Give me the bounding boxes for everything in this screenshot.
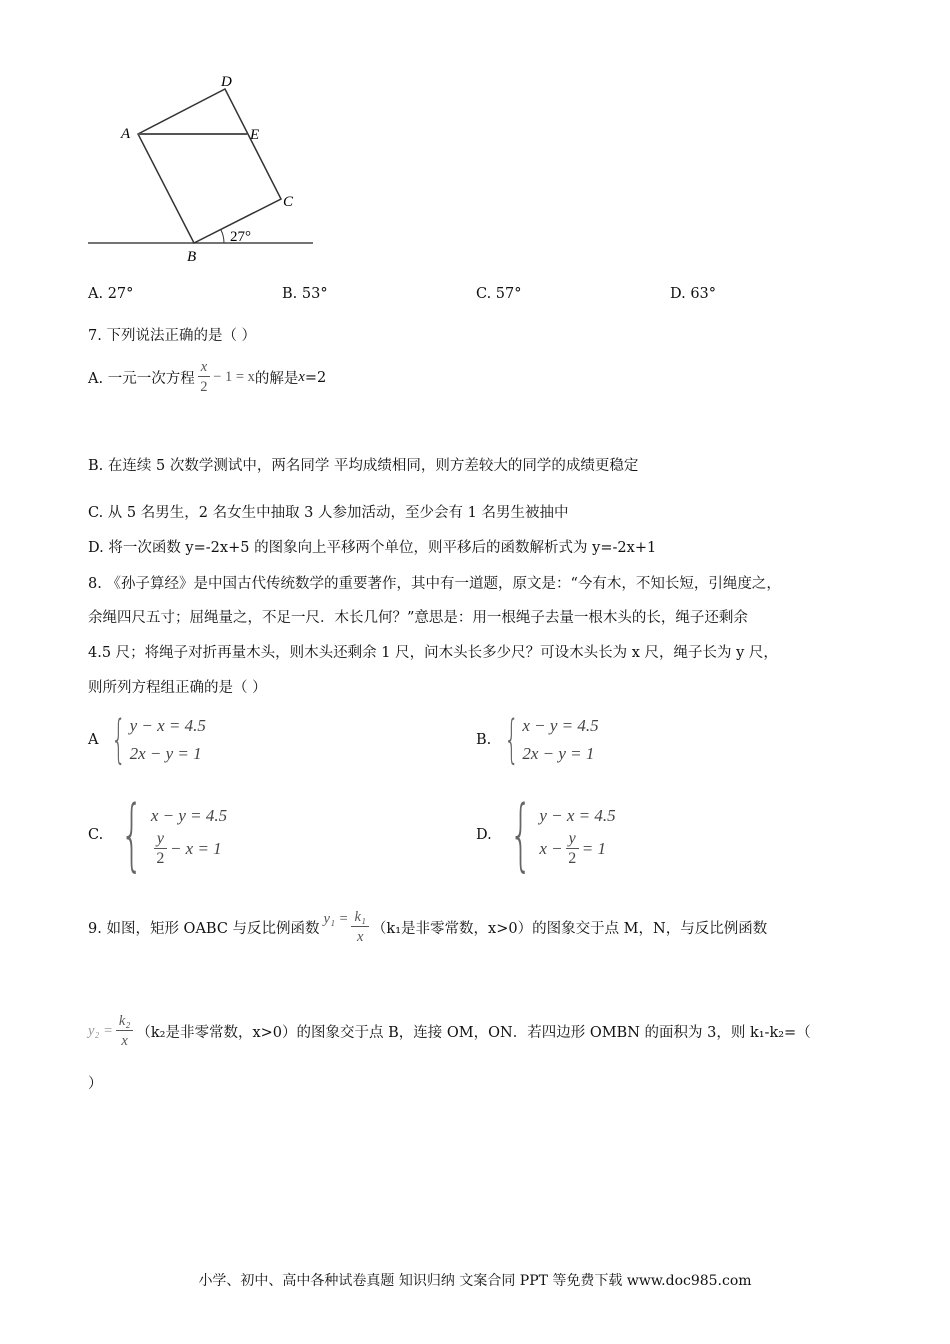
q9-text: （k₁是非零常数，x>0）的图象交于点 M，N，与反比例函数 [371, 921, 768, 937]
q7-option-b: B. 在连续 5 次数学测试中，两名同学 平均成绩相同，则方差较大的同学的成绩更稳定 [88, 458, 639, 474]
angle-label: 27° [230, 229, 251, 245]
denominator: 2 [200, 379, 208, 395]
label-c: C [283, 194, 294, 210]
brace: { [504, 710, 520, 770]
equation: 2x − y = 1 [129, 744, 202, 763]
brace: { [120, 790, 144, 880]
equation: y − x = 4.5 [539, 805, 616, 825]
equation: = 1 [581, 839, 606, 858]
q7-a-value: =2 [304, 369, 327, 386]
q9-line-1 [88, 908, 767, 947]
q8-option-b [476, 712, 599, 768]
q8-line: 8. 《孙子算经》是中国古代传统数学的重要著作，其中有一道题，原文是：“今有木，不知长短，引绳度之， [88, 576, 781, 592]
q8-line: 余绳四尺五寸；屈绳量之，不足一尺．木长几何？”意思是：用一根绳子去量一根木头的长，绳子还剩余 [88, 610, 748, 626]
option-label: A [88, 732, 99, 748]
numerator: y [566, 830, 579, 849]
q9-line-3: ） [88, 1076, 103, 1092]
q6-option-b: B. 53° [282, 286, 328, 302]
q7-a-prefix: A. 一元一次方程 [88, 371, 195, 387]
brace: { [509, 790, 532, 880]
equation: 2x − y = 1 [522, 744, 595, 763]
q8-option-a [88, 712, 206, 768]
q8-line: 则所列方程组正确的是（ ） [88, 680, 267, 696]
q7-option-a [88, 358, 326, 397]
equation: x − y = 4.5 [150, 805, 228, 825]
q7-a-suffix: 的解是 [254, 371, 299, 387]
option-label: B. [476, 732, 492, 748]
numerator: x [198, 358, 210, 377]
q9-text: （k₂是非零常数，x>0）的图象交于点 B，连接 OM，ON．若四边形 OMBN 的面积为 3，则 k₁-k₂=（ [136, 1025, 811, 1041]
q7-stem: 7. 下列说法正确的是（ ） [88, 328, 257, 344]
q6-option-a: A. 27° [88, 286, 134, 302]
q9-line-2 [88, 1012, 811, 1051]
label-b: B [187, 249, 197, 265]
label-a: A [121, 126, 131, 142]
option-label: C. [88, 827, 104, 843]
q8-option-c [88, 790, 228, 880]
numerator: y [154, 830, 167, 849]
q6-option-c: C. 57° [476, 286, 522, 302]
q7-option-c: C. 从 5 名男生，2 名女生中抽取 3 人参加活动，至少会有 1 名男生被抽中 [88, 505, 569, 521]
y2-label: y₂ = [88, 1023, 113, 1039]
footer-text: 小学、初中、高中各种试卷真题 知识归纳 文案合同 PPT 等免费下载 www.doc985.com [198, 1273, 752, 1289]
numerator: k₂ [116, 1012, 133, 1031]
y1-label: y₁ = [323, 911, 349, 927]
geometry-figure [0, 0, 340, 270]
q8-line: 4.5 尺；将绳子对折再量木头，则木头还剩余 1 尺，问木头长多少尺？可设木头长为 x 尺，绳子长为 y 尺， [88, 645, 778, 661]
denominator: 2 [156, 849, 165, 867]
brace: { [111, 710, 127, 770]
equation: x − [539, 839, 563, 858]
q7-option-d: D. 将一次函数 y=-2x+5 的图象向上平移两个单位，则平移后的函数解析式为 y=-2x+1 [88, 540, 657, 556]
denominator: x [356, 929, 364, 945]
q8-option-d [476, 790, 616, 880]
denominator: 2 [568, 849, 577, 867]
equation: x − y = 4.5 [522, 716, 599, 735]
label-d: D [221, 74, 232, 90]
q6-option-d: D. 63° [670, 286, 717, 302]
option-label: D. [476, 827, 492, 843]
equation: y − x = 4.5 [129, 716, 206, 735]
equation-rest: − 1 = x [213, 369, 255, 385]
numerator: k₁ [351, 908, 368, 927]
q9-text: 9. 如图，矩形 OABC 与反比例函数 [88, 921, 320, 937]
equation: − x = 1 [169, 839, 222, 858]
label-e: E [250, 127, 260, 143]
denominator: x [121, 1033, 128, 1049]
fraction [198, 358, 210, 397]
var-x: x [298, 369, 305, 385]
